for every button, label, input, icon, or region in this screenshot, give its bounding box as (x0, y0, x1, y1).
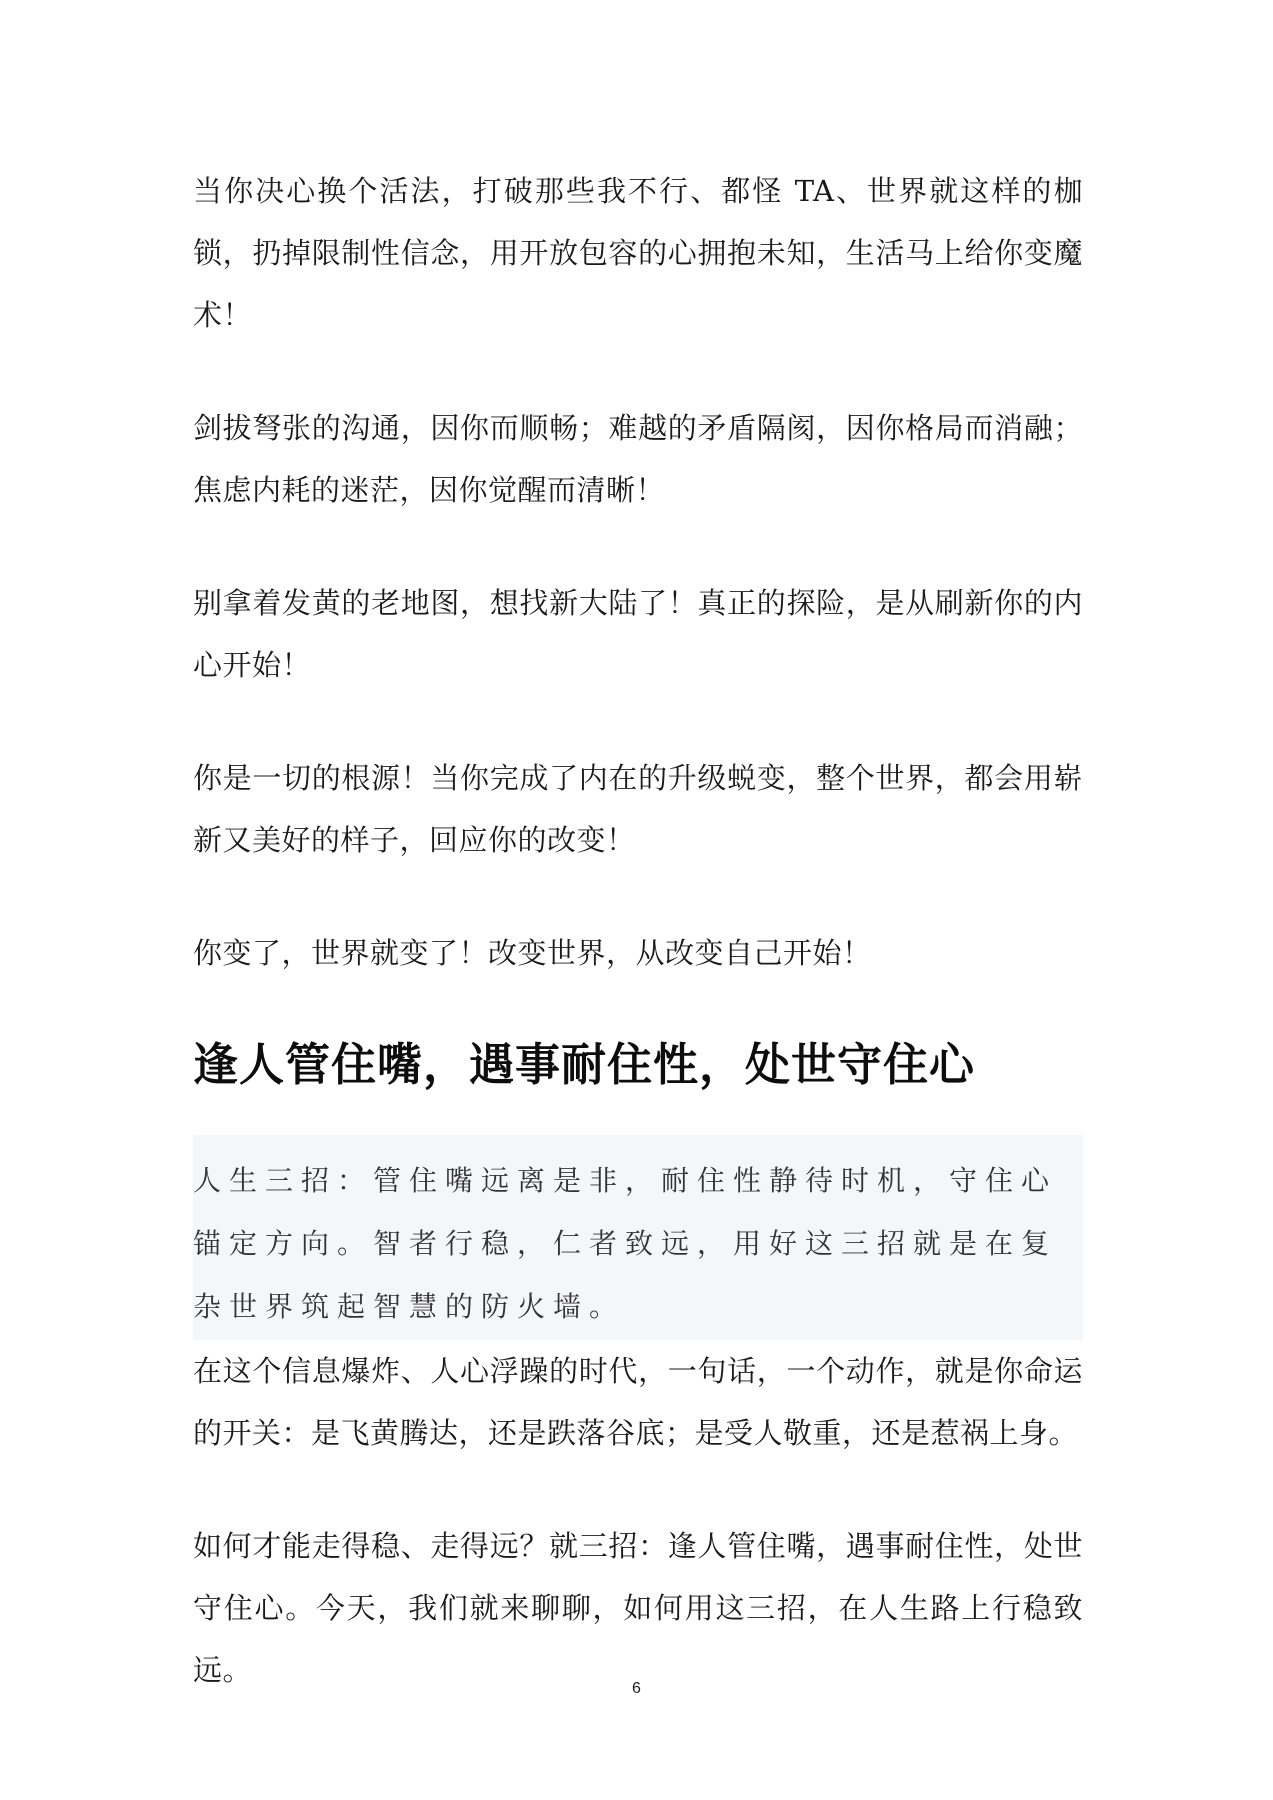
paragraph: 如何才能走得稳、走得远？就三招：逢人管住嘴，遇事耐住性，处世守住心。今天，我们就来聊聊，如何用这三招，在人生路上行稳致远。 (193, 1529, 1083, 1687)
page-content (193, 160, 1083, 1752)
summary-quote-block: 人生三招：管住嘴远离是非，耐住性静待时机，守住心锚定方向。智者行稳，仁者致远，用好这三招就是在复杂世界筑起智慧的防火墙。 (193, 1135, 1083, 1340)
paragraph: 你变了，世界就变了！改变世界，从改变自己开始！ (193, 936, 872, 970)
paragraph: 当你决心换个活法，打破那些我不行、都怪 TA、世界就这样的枷锁，扔掉限制性信念，用开放包容的心拥抱未知，生活马上给你变魔术！ (193, 174, 1083, 332)
paragraph: 别拿着发黄的老地图，想找新大陆了！真正的探险，是从刷新你的内心开始！ (193, 586, 1083, 682)
page-number: 6 (632, 1680, 641, 1697)
paragraph: 剑拔弩张的沟通，因你而顺畅；难越的矛盾隔阂，因你格局而消融；焦虑内耗的迷茫，因你觉醒而清晰！ (193, 411, 1083, 507)
paragraph: 你是一切的根源！当你完成了内在的升级蜕变，整个世界，都会用崭新又美好的样子，回应你的改变！ (193, 761, 1083, 857)
section-heading: 逢人管住嘴，遇事耐住性，处世守住心 (193, 1038, 976, 1091)
paragraph: 在这个信息爆炸、人心浮躁的时代，一句话，一个动作，就是你命运的开关：是飞黄腾达，还是跌落谷底；是受人敬重，还是惹祸上身。 (193, 1354, 1083, 1450)
